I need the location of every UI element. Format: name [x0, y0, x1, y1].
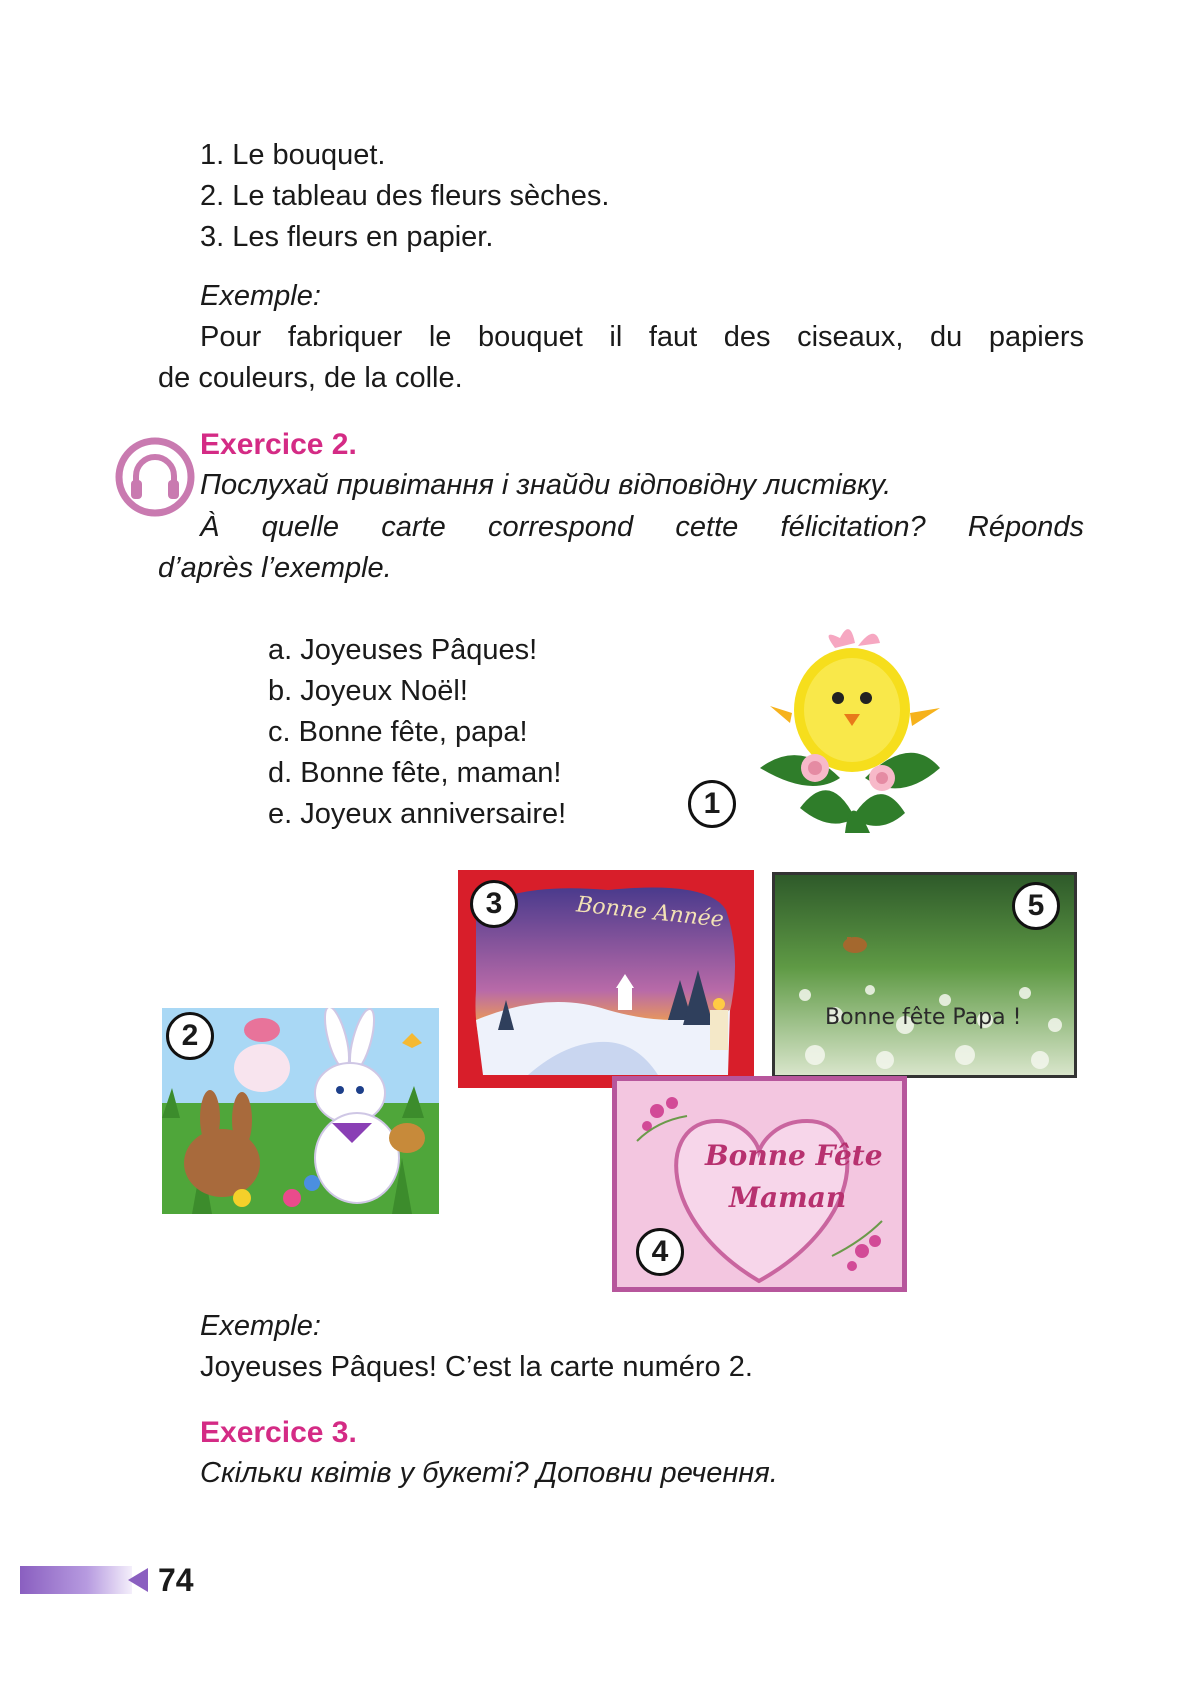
card-4-greeting-line2: Maman	[729, 1181, 847, 1214]
card-number-badge: 2	[166, 1012, 214, 1060]
card-number-badge: 3	[470, 880, 518, 928]
list-item: 1. Le bouquet.	[200, 139, 386, 171]
card-number-badge: 4	[636, 1228, 684, 1276]
greeting-item: a. Joyeuses Pâques!	[268, 634, 538, 666]
card-1-chick-bouquet[interactable]	[740, 618, 970, 840]
exercise-title: Exercice 2.	[200, 428, 357, 461]
example-text: Joyeuses Pâques! C’est la carte numéro 2.	[200, 1351, 753, 1383]
list-item: 3. Les fleurs en papier.	[200, 221, 494, 253]
page-number: 74	[158, 1562, 194, 1598]
greeting-item: d. Bonne fête, maman!	[268, 757, 562, 789]
greeting-item: c. Bonne fête, papa!	[268, 716, 528, 748]
example-label: Exemple:	[200, 280, 321, 312]
page-number-bar	[20, 1566, 132, 1594]
headphones-icon[interactable]	[114, 436, 196, 518]
card-number-badge: 1	[688, 780, 736, 828]
example-text-line: Pour fabriquer le bouquet il faut des ciseaux, du papiers	[200, 321, 1084, 353]
card-4-greeting-line1: Bonne Fête	[705, 1139, 883, 1172]
instruction-ua: Послухай привітання і знайди відповідну листівку.	[200, 469, 892, 501]
greeting-item: b. Joyeux Noël!	[268, 675, 468, 707]
list-item: 2. Le tableau des fleurs sèches.	[200, 180, 610, 212]
example-label: Exemple:	[200, 1310, 321, 1342]
greeting-item: e. Joyeux anniversaire!	[268, 798, 567, 830]
exercise-title: Exercice 3.	[200, 1416, 357, 1449]
instruction-fr-line: d’après l’exemple.	[158, 552, 392, 584]
card-5-greeting-text: Bonne fête Papa !	[825, 1005, 1022, 1030]
card-3-greeting-text: Bonne Année	[575, 892, 725, 933]
triangle-left-icon	[128, 1568, 148, 1592]
example-text-line: de couleurs, de la colle.	[158, 362, 463, 394]
instruction-ua: Скільки квітів у букеті? Доповни речення.	[200, 1457, 778, 1489]
instruction-fr-line: À quelle carte correspond cette félicitation? Réponds	[200, 511, 1084, 543]
card-number-badge: 5	[1012, 882, 1060, 930]
